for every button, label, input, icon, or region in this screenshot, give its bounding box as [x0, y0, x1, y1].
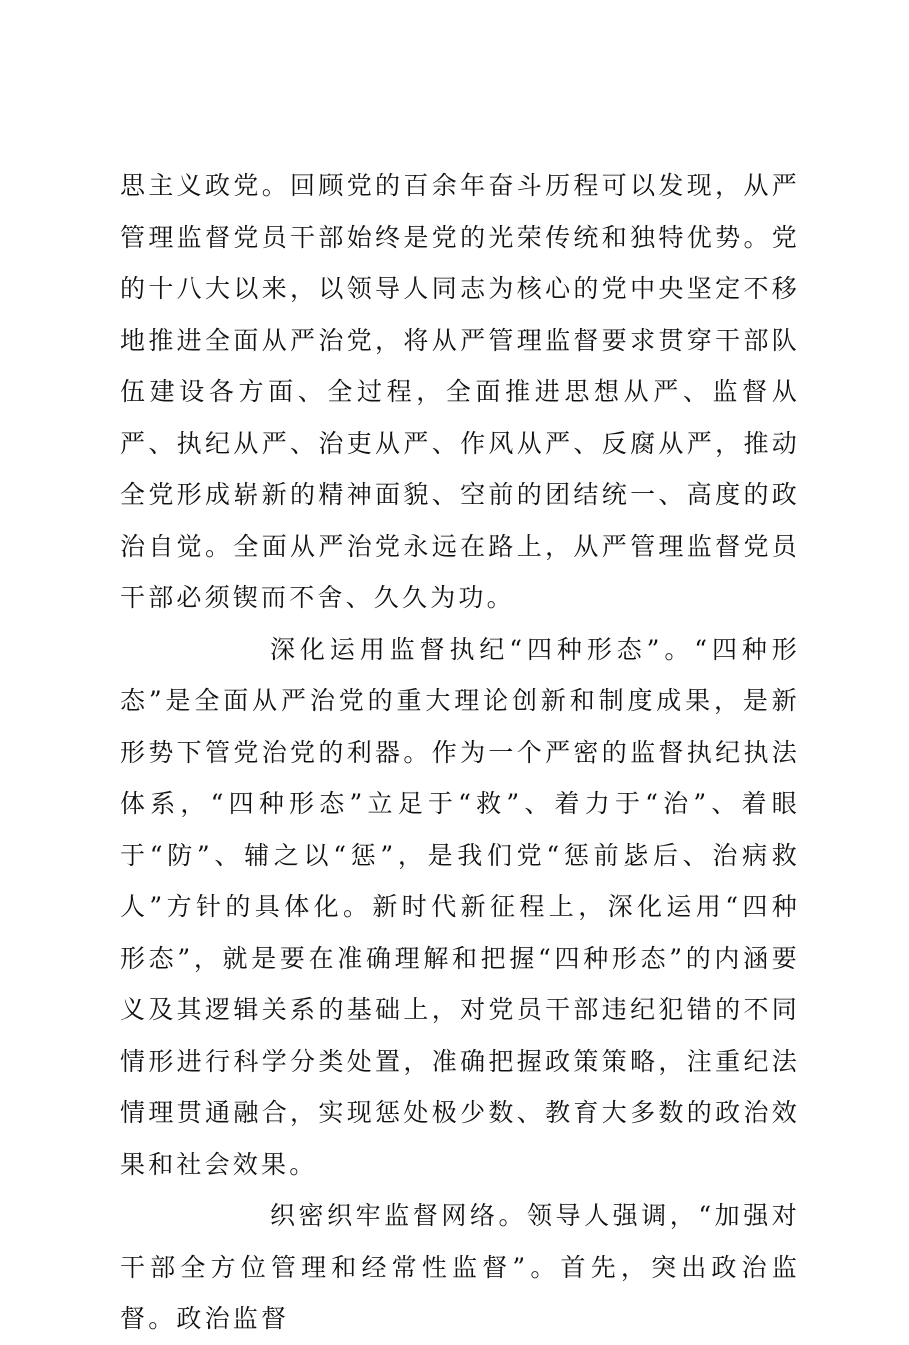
paragraph-2: 深化运用监督执纪“四种形态”。“四种形态”是全面从严治党的重大理论创新和制度成果，是新形势下管党治党的利器。作为一个严密的监督执纪执法体系，“四种形态”立足于“救”、着力于“治”、着眼于“防”、辅之以“惩”，是我们党“惩前毖后、治病救人”方针的具体化。新时代新征程上，深化运用“四种形态”，就是要在准确理解和把握“四种形态”的内涵要义及其逻辑关系的基础上，对党员干部违纪犯错的不同情形进行科学分类处置，准确把握政策策略，注重纪法情理贯通融合，实现惩处极少数、教育大多数的政治效果和社会效果。 [120, 634, 800, 1179]
document-page [120, 160, 800, 1345]
paragraph-3: 织密织牢监督网络。领导人强调，“加强对干部全方位管理和经常性监督”。首先，突出政治监督。政治监督 [120, 1201, 800, 1333]
paragraph-1: 思主义政党。回顾党的百余年奋斗历程可以发现，从严管理监督党员干部始终是党的光荣传统和独特优势。党的十八大以来，以领导人同志为核心的党中央坚定不移地推进全面从严治党，将从严管理监督要求贯穿干部队伍建设各方面、全过程，全面推进思想从严、监督从严、执纪从严、治吏从严、作风从严、反腐从严，推动全党形成崭新的精神面貌、空前的团结统一、高度的政治自觉。全面从严治党永远在路上，从严管理监督党员干部必须锲而不舍、久久为功。 [120, 171, 800, 612]
